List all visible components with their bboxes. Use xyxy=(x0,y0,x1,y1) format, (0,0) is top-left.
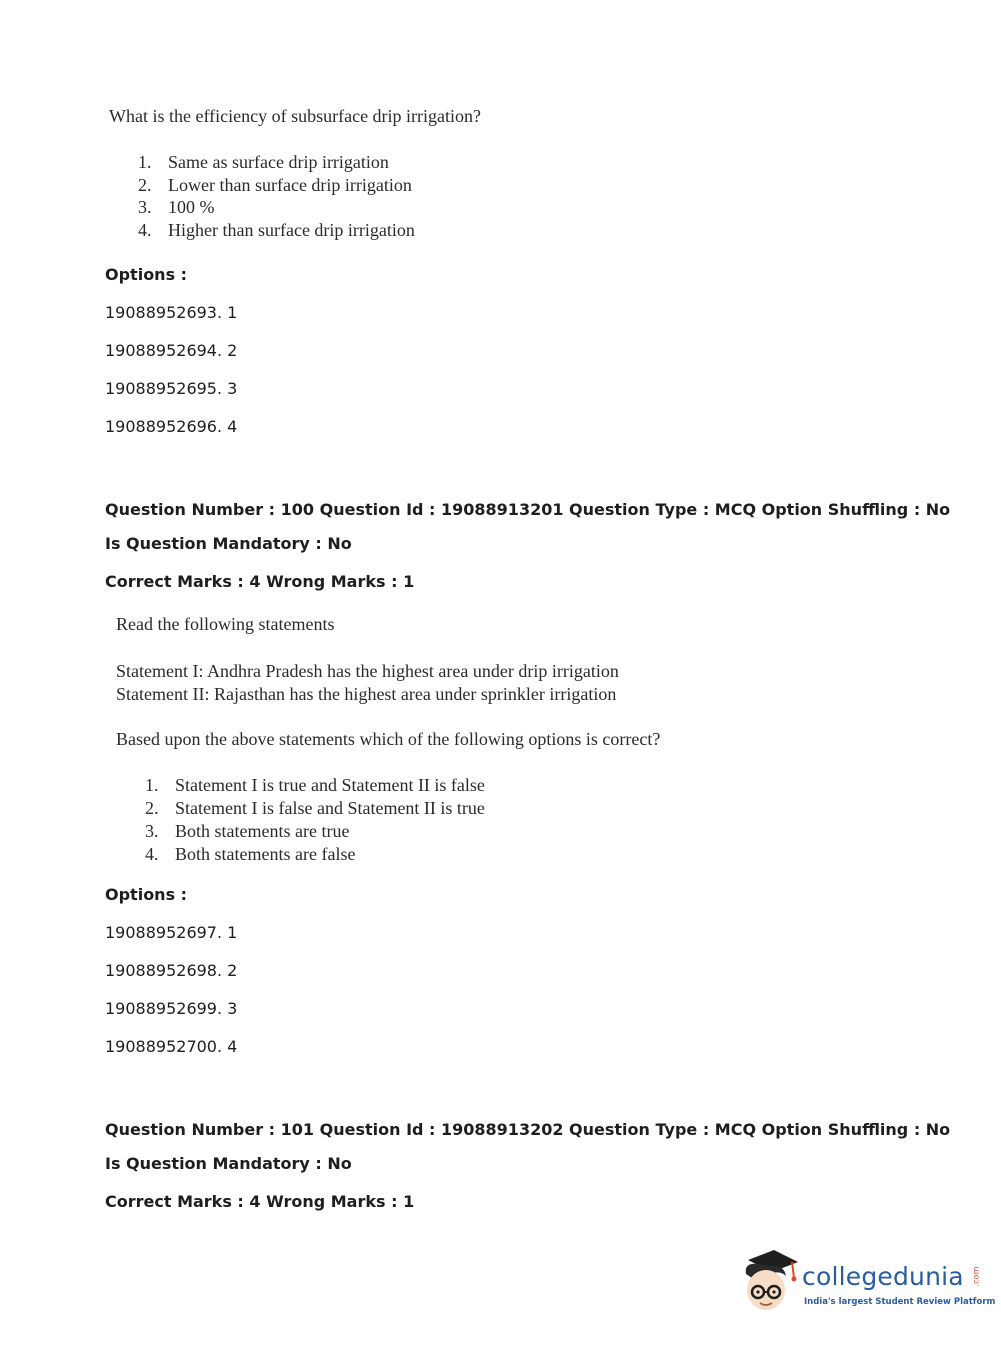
choice-item xyxy=(145,775,485,796)
choice-text: 100 % xyxy=(168,197,215,217)
logo-tagline: India's largest Student Review Platform xyxy=(804,1297,996,1307)
choice-text: Lower than surface drip irrigation xyxy=(168,175,412,195)
choice-number: 2. xyxy=(145,798,159,818)
choice-number: 4. xyxy=(145,844,159,864)
choice-item xyxy=(138,152,389,173)
option-id: 19088952700. 4 xyxy=(105,1037,238,1056)
question-text: Based upon the above statements which of the following options is correct? xyxy=(116,729,661,749)
choice-number: 1. xyxy=(145,775,159,795)
choice-item xyxy=(138,220,415,241)
choice-number: 3. xyxy=(138,197,152,217)
choice-text: Both statements are false xyxy=(175,844,356,864)
choice-item xyxy=(138,197,215,218)
logo-suffix: .com xyxy=(971,1266,981,1287)
choice-number: 2. xyxy=(138,175,152,195)
option-id: 19088952698. 2 xyxy=(105,961,238,980)
choice-item xyxy=(138,175,412,196)
choice-number: 1. xyxy=(138,152,152,172)
question-marks: Correct Marks : 4 Wrong Marks : 1 xyxy=(105,1192,415,1211)
question-mandatory: Is Question Mandatory : No xyxy=(105,534,352,553)
question-mandatory: Is Question Mandatory : No xyxy=(105,1154,352,1173)
choice-item xyxy=(145,821,349,842)
question-marks: Correct Marks : 4 Wrong Marks : 1 xyxy=(105,572,415,591)
options-label: Options : xyxy=(105,885,188,904)
choice-text: Statement I is true and Statement II is false xyxy=(175,775,485,795)
option-id: 19088952694. 2 xyxy=(105,341,238,360)
question-text: What is the efficiency of subsurface drip irrigation? xyxy=(109,106,482,126)
choice-text: Same as surface drip irrigation xyxy=(168,152,389,172)
question-intro: Read the following statements xyxy=(116,614,335,634)
option-id: 19088952697. 1 xyxy=(105,923,238,942)
option-id: 19088952696. 4 xyxy=(105,417,238,436)
logo-name: collegedunia xyxy=(802,1262,964,1291)
choice-item xyxy=(145,844,355,865)
option-id: 19088952695. 3 xyxy=(105,379,238,398)
choice-text: Statement I is false and Statement II is true xyxy=(175,798,485,818)
option-id: 19088952693. 1 xyxy=(105,303,238,322)
choice-item xyxy=(145,798,485,819)
choice-number: 4. xyxy=(138,220,152,240)
choice-text: Both statements are true xyxy=(175,821,350,841)
option-id: 19088952699. 3 xyxy=(105,999,238,1018)
options-label: Options : xyxy=(105,265,188,284)
choice-number: 3. xyxy=(145,821,159,841)
statement-2: Statement II: Rajasthan has the highest area under sprinkler irrigation xyxy=(116,684,617,704)
statement-1: Statement I: Andhra Pradesh has the highest area under drip irrigation xyxy=(116,661,619,681)
question-header: Question Number : 101 Question Id : 19088913202 Question Type : MCQ Option Shuffling : No xyxy=(105,1120,951,1139)
question-header: Question Number : 100 Question Id : 19088913201 Question Type : MCQ Option Shuffling : No xyxy=(105,500,951,519)
collegedunia-logo[interactable] xyxy=(740,1248,996,1314)
choice-text: Higher than surface drip irrigation xyxy=(168,220,415,240)
student-mascot-icon xyxy=(740,1248,800,1314)
